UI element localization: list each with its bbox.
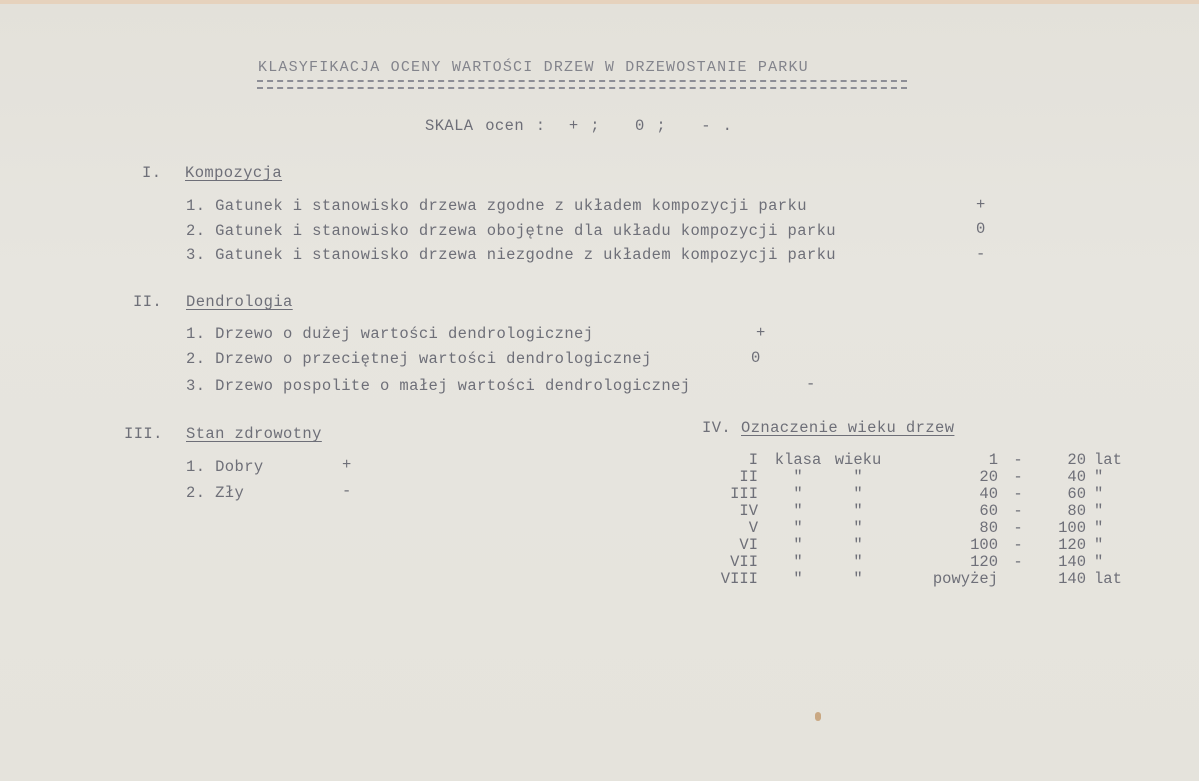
ditto-mark: " (793, 536, 803, 554)
age-dash: - (1013, 502, 1023, 520)
age-to: 40 (1067, 468, 1086, 486)
ditto-mark: " (853, 536, 863, 554)
section-2-item-2: 2. Drzewo o przeciętnej wartości dendrologicznej (186, 350, 652, 368)
ditto-mark: " (853, 519, 863, 537)
section-4-heading: Oznaczenie wieku drzew (741, 419, 955, 437)
age-class-roman: VII (730, 553, 758, 571)
rating-scale: SKALA ocen : + ; 0 ; - . (425, 117, 733, 135)
age-unit: " (1094, 519, 1104, 537)
section-3-mark-1: + (342, 456, 352, 474)
section-2-item-1: 1. Drzewo o dużej wartości dendrologicznej (186, 325, 594, 343)
age-to: 60 (1067, 485, 1086, 503)
ditto-mark: " (853, 553, 863, 571)
title-double-underline (257, 80, 907, 89)
age-dash: - (1013, 536, 1023, 554)
document-title: KLASYFIKACJA OCENY WARTOŚCI DRZEW W DRZEWOSTANIE PARKU (258, 59, 809, 76)
age-from: 40 (979, 485, 998, 503)
section-2-mark-3: - (806, 375, 816, 393)
section-3-mark-2: - (342, 482, 352, 500)
age-from: 20 (979, 468, 998, 486)
age-from: 60 (979, 502, 998, 520)
age-dash: - (1013, 519, 1023, 537)
age-unit: " (1094, 553, 1104, 571)
section-2-heading: Dendrologia (186, 293, 293, 311)
age-unit: " (1094, 502, 1104, 520)
ditto-mark: " (793, 502, 803, 520)
age-class-table (700, 452, 1139, 588)
ditto-mark: " (793, 485, 803, 503)
age-dash: - (1013, 485, 1023, 503)
ditto-mark: " (793, 553, 803, 571)
age-class-roman: VIII (720, 570, 758, 588)
table-row (700, 520, 1139, 537)
table-row (700, 554, 1139, 571)
ditto-mark: " (853, 570, 863, 588)
section-1-item-1: 1. Gatunek i stanowisko drzewa zgodne z układem kompozycji parku (186, 197, 807, 215)
section-3-numeral: III. (124, 425, 163, 443)
section-1-item-3: 3. Gatunek i stanowisko drzewa niezgodne z układem kompozycji parku (186, 246, 837, 264)
section-3-item-1: 1. Dobry (186, 458, 264, 476)
table-row (700, 571, 1139, 588)
age-class-label: klasa (774, 451, 822, 469)
table-row (700, 469, 1139, 486)
age-from: 1 (988, 451, 998, 469)
age-dash: - (1013, 451, 1023, 469)
age-class-label: wieku (834, 451, 882, 469)
ditto-mark: " (793, 519, 803, 537)
age-unit: " (1094, 468, 1104, 486)
age-from: powyżej (932, 570, 998, 588)
table-row (700, 537, 1139, 554)
age-to: 20 (1067, 451, 1086, 469)
section-1-numeral: I. (142, 164, 162, 182)
age-class-roman: V (748, 519, 758, 537)
age-to: 80 (1067, 502, 1086, 520)
table-row (700, 452, 1139, 469)
age-class-roman: I (748, 451, 758, 469)
section-1-mark-2: 0 (976, 220, 986, 238)
age-to: 100 (1058, 519, 1086, 537)
paper-stain (815, 712, 821, 721)
section-2-mark-2: 0 (751, 349, 761, 367)
age-from: 80 (979, 519, 998, 537)
section-3-heading: Stan zdrowotny (186, 425, 322, 443)
age-from: 120 (970, 553, 998, 571)
ditto-mark: " (793, 570, 803, 588)
section-2-item-3: 3. Drzewo pospolite o małej wartości dendrologicznej (186, 377, 691, 395)
age-unit: " (1094, 536, 1104, 554)
section-3-item-2: 2. Zły (186, 484, 245, 502)
section-1-heading: Kompozycja (185, 164, 283, 182)
age-class-roman: II (739, 468, 758, 486)
age-unit: lat (1094, 451, 1122, 469)
age-dash (998, 571, 1038, 588)
age-unit: " (1094, 485, 1104, 503)
ditto-mark: " (853, 485, 863, 503)
ditto-mark: " (793, 468, 803, 486)
ditto-mark: " (853, 502, 863, 520)
section-4-numeral: IV. (702, 419, 732, 437)
age-dash: - (1013, 553, 1023, 571)
ditto-mark: " (853, 468, 863, 486)
age-dash: - (1013, 468, 1023, 486)
age-class-roman: IV (739, 502, 758, 520)
section-2-mark-1: + (756, 324, 766, 342)
paper-top-edge (0, 0, 1199, 4)
age-to: 120 (1058, 536, 1086, 554)
section-1-mark-1: + (976, 196, 986, 214)
section-1-item-2: 2. Gatunek i stanowisko drzewa obojętne dla układu kompozycji parku (186, 222, 837, 240)
age-unit: lat (1094, 570, 1122, 588)
age-from: 100 (970, 536, 998, 554)
age-to: 140 (1058, 553, 1086, 571)
age-to: 140 (1058, 570, 1086, 588)
age-class-roman: III (730, 485, 758, 503)
table-row (700, 486, 1139, 503)
section-2-numeral: II. (133, 293, 163, 311)
table-row (700, 503, 1139, 520)
section-1-mark-3: - (976, 245, 986, 263)
age-class-roman: VI (739, 536, 758, 554)
